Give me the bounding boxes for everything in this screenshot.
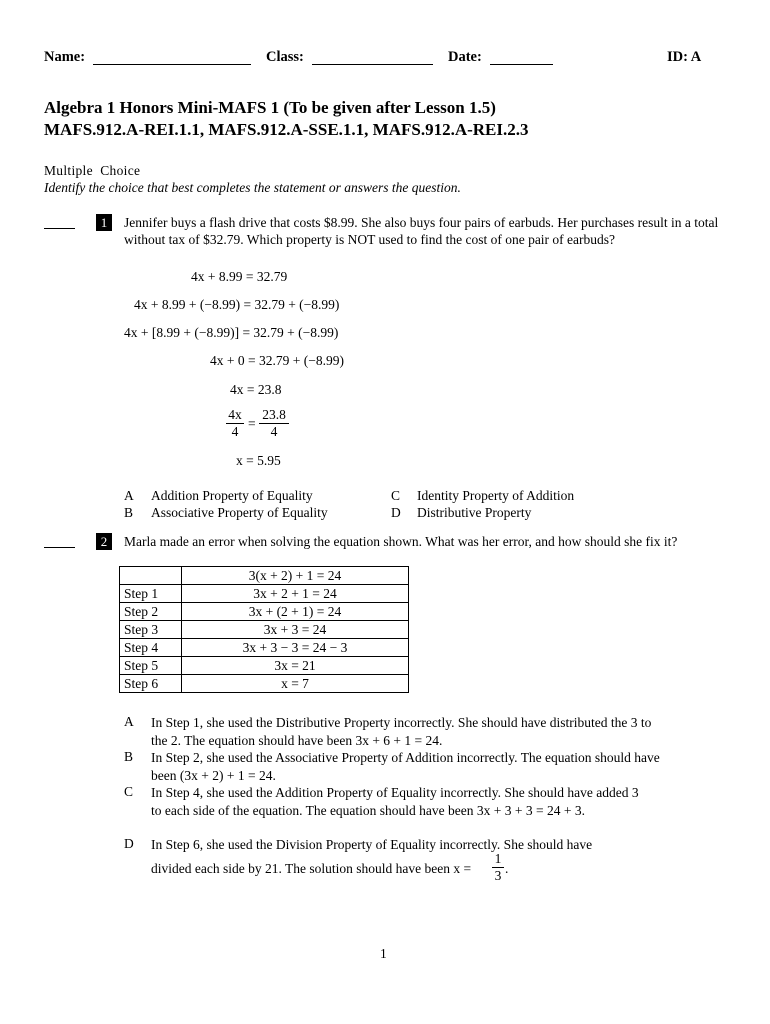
title-line-2: MAFS.912.A-REI.1.1, MAFS.912.A-SSE.1.1, MAFS.912.A-REI.2.3 — [44, 120, 529, 139]
table-row — [120, 603, 409, 621]
steps-table — [119, 566, 409, 693]
page-title — [44, 97, 529, 141]
name-line — [93, 64, 251, 65]
q1-option-a: Addition Property of Equality — [151, 488, 313, 503]
step-equation: x = 7 — [182, 675, 409, 693]
q2-option-d-line2: divided each side by 21. The solution should have been x = — [151, 861, 472, 876]
question-1-text: Jennifer buys a flash drive that costs $8.99. She also buys four pairs of earbuds. Her purchases result in a total without tax of $32.79. Which property is NOT used to find the cost of one pair of earbuds? — [124, 215, 719, 247]
q1-option-b: Associative Property of Equality — [151, 505, 328, 520]
table-cell: 3(x + 2) + 1 = 24 — [182, 567, 409, 585]
q2-option-d-fraction: $\frac{1}{3}$ — [492, 851, 504, 884]
table-row — [120, 621, 409, 639]
q1-option-d-letter: D — [391, 505, 401, 520]
step-label: Step 5 — [120, 657, 182, 675]
q1-option-c: Identity Property of Addition — [417, 488, 575, 503]
title-line-1: Algebra 1 Honors Mini-MAFS 1 (To be given after Lesson 1.5) — [44, 98, 496, 117]
q2-option-d-period: . — [505, 861, 509, 876]
q2-option-c: In Step 4, she used the Addition Property of Equality incorrectly. She should have added 3 to each side of the equation. The equation should have been 3x + 3 + 3 = 24 + 3. — [151, 785, 639, 818]
date-line — [490, 64, 553, 65]
q2-option-b: In Step 2, she used the Associative Property of Addition incorrectly. The equation should have been (3x + 2) + 1 = 24. — [151, 750, 660, 783]
table-row — [120, 657, 409, 675]
q1-step-2: 4x + 8.99 + (−8.99) = 32.79 + (−8.99) — [134, 297, 340, 312]
step-equation: 3x + 3 − 3 = 24 − 3 — [182, 639, 409, 657]
q2-option-d-line1: In Step 6, she used the Division Property of Equality incorrectly. She should have — [151, 837, 593, 852]
step-label: Step 6 — [120, 675, 182, 693]
section-heading: Multiple Choice — [44, 163, 141, 178]
step-equation: 3x = 21 — [182, 657, 409, 675]
q1-fraction-equals: = — [248, 416, 256, 431]
question-2-text: Marla made an error when solving the equation shown. What was her error, and how should she fix it? — [124, 534, 678, 549]
table-row — [120, 567, 409, 585]
answer-blank-1[interactable] — [44, 228, 75, 229]
name-label: Name: — [44, 49, 86, 65]
step-label: Step 4 — [120, 639, 182, 657]
q2-option-a: In Step 1, she used the Distributive Property incorrectly. She should have distributed the 3 to the 2. The equation should have been 3x + 6 + 1 = 24. — [151, 715, 652, 748]
step-label: Step 2 — [120, 603, 182, 621]
q1-fraction-left: $\frac{4x}{4}$ — [226, 407, 244, 440]
class-label: Class: — [266, 49, 304, 65]
step-equation: 3x + 3 = 24 — [182, 621, 409, 639]
q2-option-c-letter: C — [124, 784, 134, 799]
id-label: ID: A — [667, 49, 702, 65]
q1-final: x = 5.95 — [236, 453, 281, 468]
q2-option-a-letter: A — [124, 714, 134, 729]
q1-step-4: 4x + 0 = 32.79 + (−8.99) — [210, 353, 344, 368]
step-equation: 3x + 2 + 1 = 24 — [182, 585, 409, 603]
date-label: Date: — [448, 49, 482, 65]
table-cell — [120, 567, 182, 585]
section-instructions: Identify the choice that best completes the statement or answers the question. — [44, 180, 461, 195]
step-label: Step 3 — [120, 621, 182, 639]
question-number-2: 2 — [96, 533, 112, 550]
q1-step-1: 4x + 8.99 = 32.79 — [191, 269, 288, 284]
q1-option-c-letter: C — [391, 488, 401, 503]
page-number: 1 — [380, 946, 387, 961]
step-equation: 3x + (2 + 1) = 24 — [182, 603, 409, 621]
q1-option-d: Distributive Property — [417, 505, 532, 520]
q1-step-3: 4x + [8.99 + (−8.99)] = 32.79 + (−8.99) — [124, 325, 339, 340]
q1-fraction-right: $\frac{23.8}{4}$ — [259, 407, 289, 440]
q1-option-b-letter: B — [124, 505, 134, 520]
q2-option-d-letter: D — [124, 836, 134, 851]
class-line — [312, 64, 433, 65]
table-row — [120, 639, 409, 657]
q1-option-a-letter: A — [124, 488, 134, 503]
table-row — [120, 675, 409, 693]
answer-blank-2[interactable] — [44, 547, 75, 548]
q1-step-5: 4x = 23.8 — [230, 382, 282, 397]
step-label: Step 1 — [120, 585, 182, 603]
q2-option-b-letter: B — [124, 749, 134, 764]
table-row — [120, 585, 409, 603]
question-number-1: 1 — [96, 214, 112, 231]
